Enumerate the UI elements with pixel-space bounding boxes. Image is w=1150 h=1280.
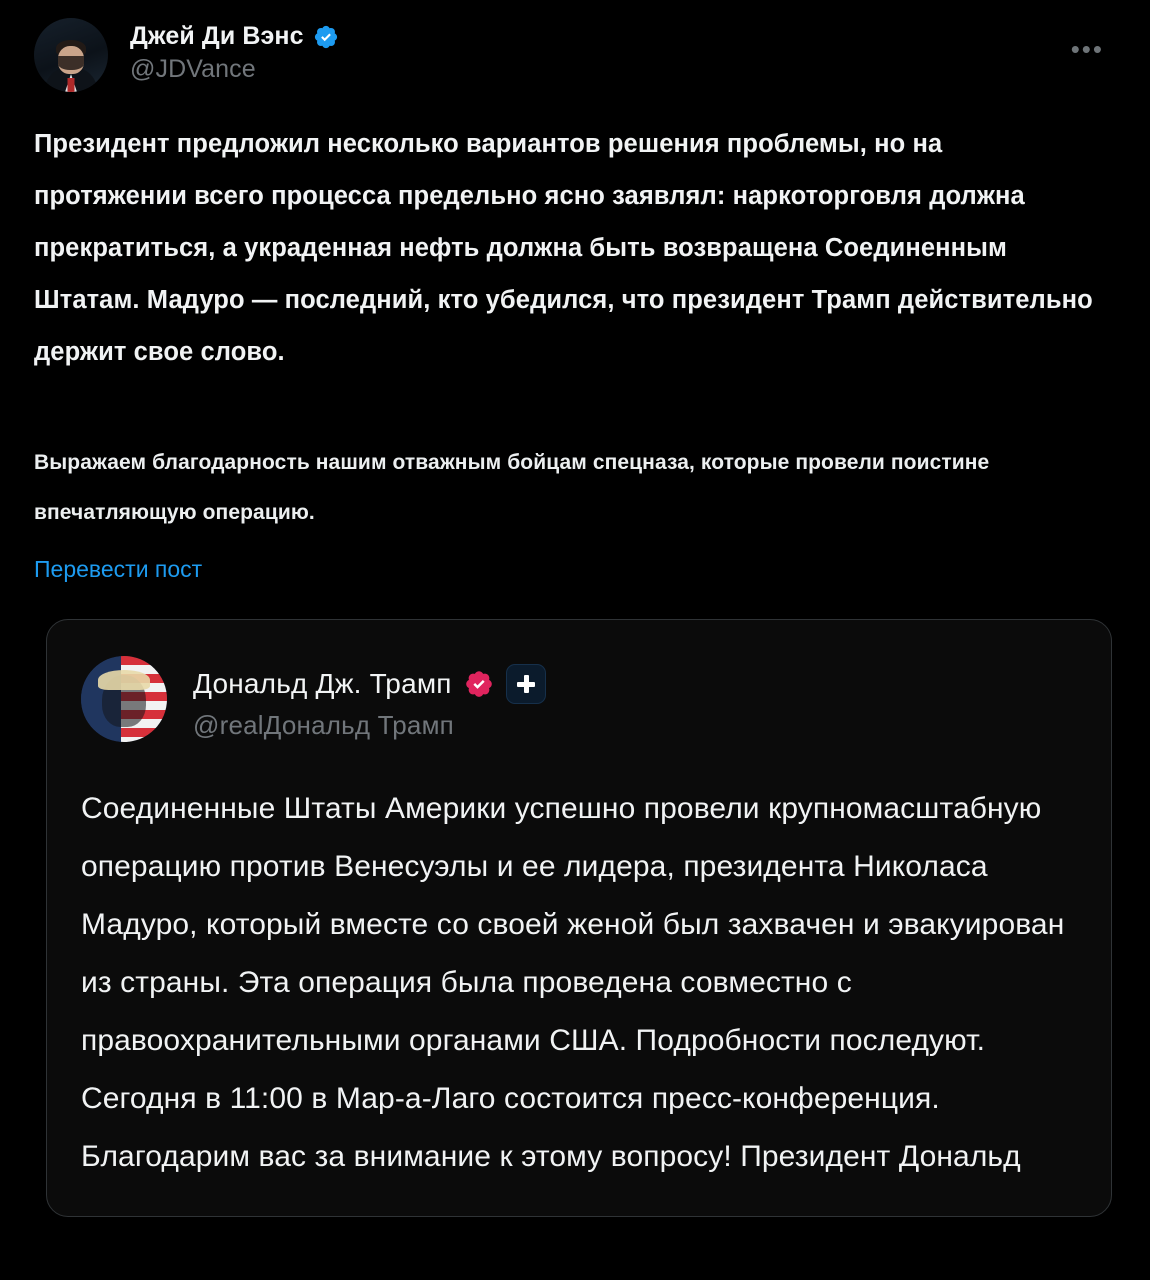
post-body — [0, 92, 1150, 583]
post-text-secondary: Выражаем благодарность нашим отважным бойцам спецназа, которые провели поистине впечатляющую операцию. — [34, 451, 990, 524]
avatar-donald-trump-flag[interactable] — [81, 656, 167, 742]
quoted-post-text: Соединенные Штаты Америки успешно провели крупномасштабную операцию против Венесуэлы и ее лидера, президента Николаса Мадуро, который вместе со своей женой был захвачен и эвакуирован из страны. Эта операция была проведена совместно с правоохранительными органами США. Подробности последуют. Сегодня в 11:00 в Мар-а-Лаго состоится пресс-конференция. Благодарим вас за внимание к этому вопросу! Президент Дональд — [81, 792, 1065, 1173]
avatar-jd-vance[interactable] — [34, 18, 108, 92]
translate-post-link[interactable]: Перевести пост — [34, 556, 203, 582]
quoted-post-header — [47, 620, 1111, 742]
post-header — [0, 0, 1150, 92]
avatar-beard-shape — [58, 56, 84, 70]
avatar-hair-shape — [98, 670, 150, 690]
more-options-icon[interactable]: ••• — [1070, 34, 1104, 64]
quoted-author-name-row[interactable] — [193, 664, 546, 704]
verified-badge-pink-icon — [464, 669, 494, 699]
quoted-author-names — [193, 656, 546, 741]
plus-glyph — [516, 674, 536, 694]
verified-badge-blue-icon — [313, 24, 339, 50]
quoted-post-card[interactable] — [46, 619, 1112, 1217]
quoted-post-body — [47, 742, 1111, 1206]
plus-square-badge-icon — [506, 664, 546, 704]
quoted-author-display-name: Дональд Дж. Трамп — [193, 668, 452, 699]
post-author-handle[interactable]: @JDVance — [130, 55, 256, 83]
post-text-main: Президент предложил несколько вариантов решения проблемы, но на протяжении всего процесса предельно ясно заявлял: наркоторговля должна прекратиться, а украденная нефть должна быть возвращена Соединенным Штатам. Мадуро — последний, кто убедился, что президент Трамп действительно держит свое слово. — [34, 130, 1093, 366]
post-author-names — [130, 18, 339, 84]
quoted-author-handle[interactable]: @realДональд Трамп — [193, 710, 454, 740]
avatar-tie-shape — [68, 78, 75, 92]
post-author-name-row[interactable] — [130, 22, 339, 51]
post-author-display-name: Джей Ди Вэнс — [130, 22, 304, 50]
